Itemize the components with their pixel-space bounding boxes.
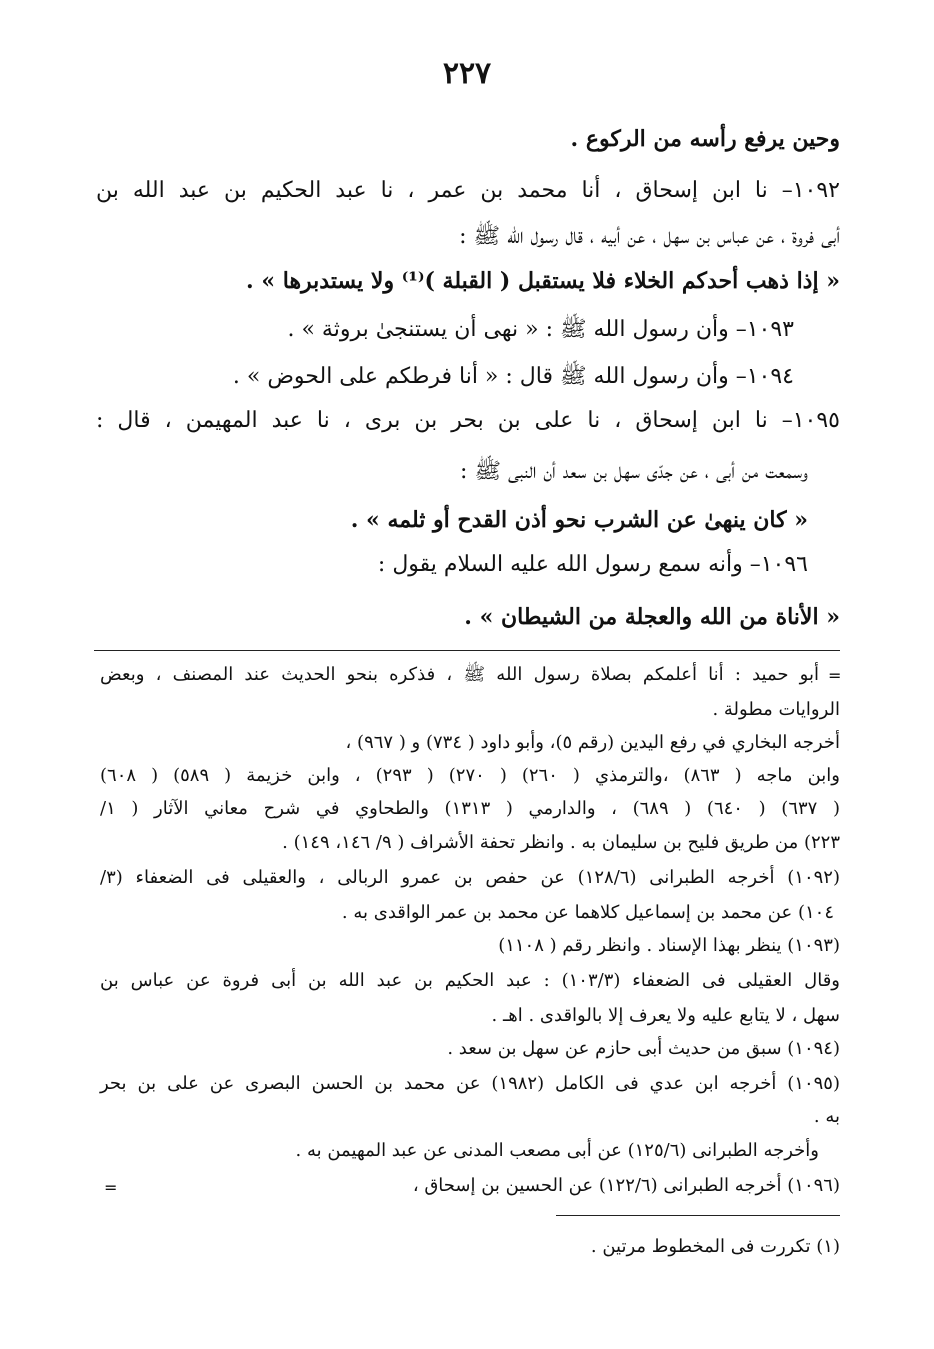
hadith-1092-text: « إذا ذهب أحدكم الخلاء فلا يستقبل ( القبلة )⁽¹⁾ ولا يستدبرها » . bbox=[246, 268, 840, 294]
hadith-1095-line-2: وسمعت من أبى ، عن جدّى سهل بن سعد أن النبى ﷺ : bbox=[460, 459, 808, 484]
footnote-1: (١) تكررت فى المخطوط مرتين . bbox=[590, 1236, 840, 1257]
note-line-5: ( ٦٣٧) ( ٦٤٠) ( ٦٨٩) ، والدارمي ( ١٣١٣) والطحاوي في شرح معاني الآثار ( ١/ bbox=[100, 798, 840, 819]
note-line-15: وأخرجه الطبرانى (١٢٥/٦) عن أبى مصعب المدنى عن عبد المهيمن به . bbox=[295, 1140, 819, 1161]
note-line-8: ١٠٤) عن محمد بن إسماعيل كلاهما عن محمد بن عمر الواقدى به . bbox=[341, 902, 834, 923]
note-line-12: (١٠٩٤) سبق من حديث أبى حازم عن سهل بن سعد . bbox=[447, 1038, 840, 1059]
footnote-top-rule bbox=[94, 650, 840, 651]
note-line-16: (١٠٩٦) أخرجه الطبرانى (١٢٢/٦) عن الحسين بن إسحاق ، bbox=[412, 1175, 840, 1196]
note-line-3: أخرجه البخاري في رفع اليدين (رقم ٥)، وأبو داود ( ٧٣٤) و ( ٩٦٧) ، bbox=[345, 732, 840, 753]
main-line-1: وحين يرفع رأسه من الركوع . bbox=[570, 126, 840, 152]
hadith-1095-line-1: ١٠٩٥– نا ابن إسحاق ، نا على بن بحر بن برى ، نا عبد المهيمن ، قال : bbox=[96, 408, 840, 433]
hadith-1096-text: « الأناة من الله والعجلة من الشيطان » . bbox=[464, 604, 840, 630]
note-line-2: الروايات مطولة . bbox=[712, 699, 840, 720]
note-line-11: سهل ، لا يتابع عليه ولا يعرف إلا بالواقدى . اهـ . bbox=[491, 1005, 840, 1026]
note-line-7: (١٠٩٢) أخرجه الطبرانى (١٢٨/٦) عن حفص بن عمرو الربالى ، والعقيلى فى الضعفاء (٣/ bbox=[100, 867, 840, 888]
note-line-13: (١٠٩٥) أخرجه ابن عدي فى الكامل (١٩٨٢) عن محمد بن الحسن البصرى عن على بن بحر bbox=[100, 1073, 840, 1094]
note-line-6: ٢٢٣) من طريق فليح بن سليمان به . وانظر تحفة الأشراف ( ٩/ ١٤٦، ١٤٩) . bbox=[282, 832, 840, 853]
hadith-1093: ١٠٩٣– وأن رسول الله ﷺ : « نهى أن يستنجىٰ بروثة » . bbox=[287, 317, 794, 342]
page-number: ٢٢٧ bbox=[442, 56, 492, 91]
hadith-1095-text: « كان ينهىٰ عن الشرب نحو أذن القدح أو ثلمه » . bbox=[350, 507, 808, 533]
note-line-14: به . bbox=[813, 1106, 840, 1127]
footnote-bottom-rule bbox=[556, 1215, 840, 1216]
hadith-1092-line-1: ١٠٩٢– نا ابن إسحاق ، أنا محمد بن عمر ، نا عبد الحكيم بن عبد الله بن bbox=[96, 178, 840, 203]
note-line-10: وقال العقيلى فى الضعفاء (١٠٣/٣) : عبد الحكيم بن عبد الله بن أبى فروة عن عباس بن bbox=[100, 970, 840, 991]
hadith-1096: ١٠٩٦– وأنه سمع رسول الله عليه السلام يقول : bbox=[377, 552, 808, 577]
hadith-1094: ١٠٩٤– وأن رسول الله ﷺ قال : « أنا فرطكم على الحوض » . bbox=[232, 364, 794, 389]
note-line-4: وابن ماجه ( ٨٦٣) ،والترمذي ( ٢٦٠) ( ٢٧٠) ( ٢٩٣) ، وابن خزيمة ( ٥٨٩) ( ٦٠٨) bbox=[100, 765, 840, 786]
hadith-1092-line-2: أبى فروة ، عن عباس بن سهل ، عن أبيه ، قال رسول الله ﷺ : bbox=[459, 224, 840, 249]
note-line-9: (١٠٩٣) ينظر بهذا الإسناد . وانظر رقم ( ١١٠٨) bbox=[498, 935, 840, 956]
continuation-mark: = bbox=[828, 666, 842, 685]
note-line-1: أبو حميد : أنا أعلمكم بصلاة رسول الله ﷺ ، فذكره بنحو الحديث عند المصنف ، وبعض bbox=[100, 664, 819, 685]
end-mark: = bbox=[104, 1178, 118, 1197]
